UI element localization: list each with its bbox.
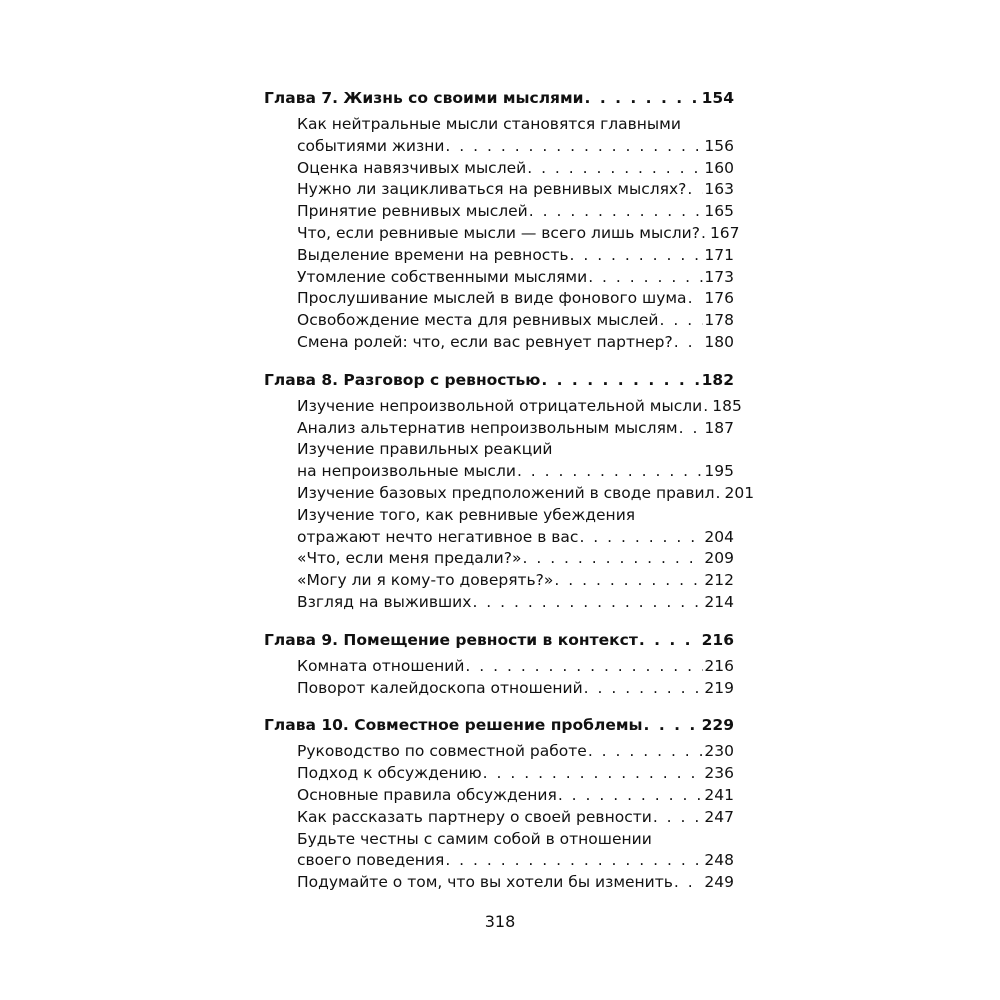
toc-entry[interactable]: [297, 461, 734, 483]
chapter-block: [264, 86, 740, 354]
section-title-line: Будьте честны с самим собой в отношении: [297, 829, 652, 848]
dot-leader: [660, 310, 704, 332]
dot-leader: [445, 136, 703, 158]
section-page: 156: [704, 136, 734, 155]
section-title: Принятие ревнивых мыслей: [297, 202, 528, 221]
toc-entry[interactable]: [297, 245, 734, 267]
section-title: Выделение времени на ревность: [297, 245, 569, 264]
section-page: 230: [704, 742, 734, 761]
section-title: на непроизвольные мысли: [297, 462, 516, 481]
toc-entry[interactable]: [297, 678, 734, 700]
dot-leader: [570, 245, 704, 267]
chapter-block: [264, 713, 734, 894]
dot-leader: [554, 570, 703, 592]
toc-entry[interactable]: [297, 785, 734, 807]
section-page: 195: [704, 462, 734, 481]
section-page: 247: [704, 807, 734, 826]
dot-leader: [527, 158, 703, 180]
dot-leader: [688, 288, 704, 310]
dot-leader: [445, 850, 703, 872]
chapter-title: Глава 7. Жизнь со своими мыслями: [264, 89, 584, 107]
section-page: 187: [704, 418, 734, 437]
dot-leader: [644, 713, 701, 737]
chapter-page: 154: [701, 89, 734, 107]
section-title: Смена ролей: что, если вас ревнует партнер?: [297, 332, 673, 351]
section-title: Что, если ревнивые мысли — всего лишь мысли?: [297, 223, 700, 242]
section-title: Поворот калейдоскопа отношений: [297, 678, 583, 697]
dot-leader: [472, 592, 703, 614]
section-title: «Что, если меня предали?»: [297, 549, 522, 568]
section-title: Основные правила обсуждения: [297, 785, 557, 804]
section-title: Взгляд на выживших: [297, 592, 472, 611]
toc-entry[interactable]: [297, 267, 734, 289]
section-title: Руководство по совместной работе: [297, 742, 587, 761]
section-page: 249: [704, 873, 734, 892]
page-number: 318: [484, 912, 516, 931]
section-page: 212: [704, 571, 734, 590]
section-page: 214: [704, 592, 734, 611]
toc-entry[interactable]: [297, 741, 734, 763]
section-page: 219: [704, 678, 734, 697]
chapter-page: 182: [701, 370, 734, 389]
toc-entry[interactable]: [297, 483, 755, 505]
section-title: Нужно ли зацикливаться на ревнивых мыслях?: [297, 180, 687, 199]
toc-entry[interactable]: [297, 850, 734, 872]
chapter-block: [264, 368, 755, 614]
section-title: Анализ альтернатив непроизвольным мыслям: [297, 418, 678, 437]
section-title: Как рассказать партнеру о своей ревности: [297, 807, 652, 826]
section-page: 178: [704, 311, 734, 330]
section-page: 185: [712, 396, 742, 415]
section-title: Утомление собственными мыслями: [297, 267, 588, 286]
section-page: 209: [704, 549, 734, 568]
section-page: 248: [704, 851, 734, 870]
chapter-heading[interactable]: [264, 713, 734, 737]
section-title: Изучение непроизвольной отрицательной мысли: [297, 396, 703, 415]
toc-entry[interactable]: [297, 872, 734, 894]
dot-leader: [529, 201, 704, 223]
section-title: Прослушивание мыслей в виде фонового шума: [297, 289, 687, 308]
toc-entry[interactable]: [297, 201, 734, 223]
toc-entry[interactable]: [297, 548, 734, 570]
dot-leader: [517, 461, 703, 483]
toc-entry[interactable]: [297, 332, 734, 354]
section-page: 176: [704, 289, 734, 308]
dot-leader: [483, 763, 704, 785]
section-page: 241: [704, 785, 734, 804]
section-page: 173: [704, 267, 734, 286]
section-title: отражают нечто негативное в вас: [297, 527, 579, 546]
section-page: 201: [724, 483, 755, 502]
toc-entry[interactable]: [297, 656, 734, 678]
dot-leader: [716, 483, 724, 505]
dot-leader: [653, 807, 704, 829]
toc-entry[interactable]: [297, 158, 734, 180]
dot-leader: [585, 86, 701, 110]
section-page: 165: [704, 202, 734, 221]
dot-leader: [674, 332, 704, 354]
section-title-line: Изучение того, как ревнивые убеждения: [297, 505, 636, 524]
dot-leader: [522, 548, 703, 570]
dot-leader: [541, 368, 700, 392]
section-title-line: Изучение правильных реакций: [297, 440, 553, 459]
dot-leader: [701, 223, 709, 245]
toc-entry[interactable]: [297, 807, 734, 829]
section-title: Изучение базовых предположений в своде правил: [297, 483, 715, 502]
section-title: «Могу ли я кому-то доверять?»: [297, 571, 554, 590]
toc-entry[interactable]: [297, 310, 734, 332]
section-title: Комната отношений: [297, 656, 465, 675]
toc-entry[interactable]: [297, 527, 734, 549]
dot-leader: [639, 628, 701, 652]
chapter-page: 216: [701, 630, 734, 649]
section-page: 180: [704, 332, 734, 351]
dot-leader: [679, 418, 704, 440]
dot-leader: [687, 179, 703, 201]
toc-entry[interactable]: [297, 396, 742, 418]
section-title: Освобождение места для ревнивых мыслей: [297, 311, 659, 330]
section-page: 167: [709, 223, 740, 242]
dot-leader: [588, 267, 703, 289]
toc-entry[interactable]: [297, 592, 734, 614]
dot-leader: [674, 872, 703, 894]
chapter-heading[interactable]: [264, 86, 734, 110]
chapter-heading[interactable]: [264, 368, 734, 392]
dot-leader: [588, 741, 704, 763]
section-title: своего поведения: [297, 851, 445, 870]
chapter-page: 229: [701, 716, 734, 735]
section-page: 216: [704, 656, 734, 675]
chapter-title: Глава 8. Разговор с ревностью: [264, 370, 541, 389]
dot-leader: [579, 527, 703, 549]
toc-entry[interactable]: [297, 136, 734, 158]
section-title: Оценка навязчивых мыслей: [297, 158, 527, 177]
chapter-title: Глава 9. Помещение ревности в контекст: [264, 630, 638, 649]
toc-entry[interactable]: [297, 288, 734, 310]
section-title: событиями жизни: [297, 136, 445, 155]
dot-leader: [584, 678, 704, 700]
section-page: 163: [704, 180, 734, 199]
toc-entry[interactable]: [297, 223, 740, 245]
table-of-contents: [264, 86, 755, 908]
toc-entry[interactable]: [297, 570, 734, 592]
section-page: 204: [704, 527, 734, 546]
section-title-line: Как нейтральные мысли становятся главными: [297, 115, 681, 133]
toc-entry[interactable]: [297, 763, 734, 785]
chapter-block: [264, 628, 734, 700]
dot-leader: [465, 656, 703, 678]
dot-leader: [703, 396, 711, 418]
section-title: Подумайте о том, что вы хотели бы изменить: [297, 873, 673, 892]
toc-entry[interactable]: [297, 179, 734, 201]
section-page: 160: [704, 158, 734, 177]
chapter-title: Глава 10. Совместное решение проблемы: [264, 716, 643, 735]
section-title: Подход к обсуждению: [297, 764, 482, 783]
dot-leader: [558, 785, 704, 807]
toc-entry[interactable]: [297, 418, 734, 440]
section-page: 171: [704, 245, 734, 264]
chapter-heading[interactable]: [264, 628, 734, 652]
section-page: 236: [704, 764, 734, 783]
